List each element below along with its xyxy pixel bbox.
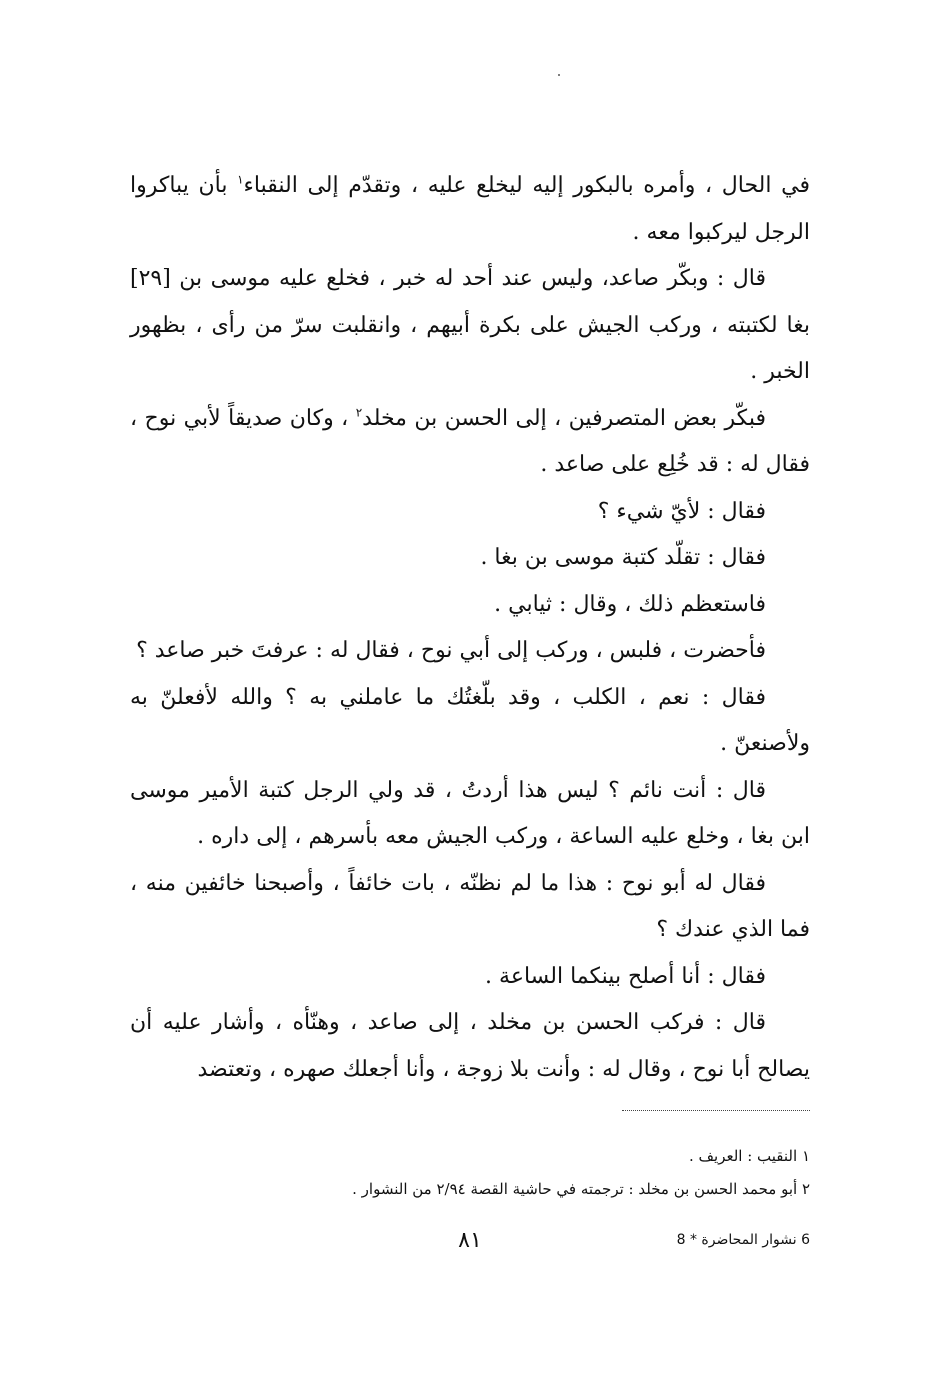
paragraph-2: قال : وبكّر صاعد، وليس عند أحد له خبر ، فخلع عليه موسى بن [٢٩] بغا لكتبته ، وركب الجيش على بكرة أبيهم ، وانقلبت سرّ من رأى ، بظهور الخبر .	[130, 266, 810, 384]
paragraph-7: فأحضرت ، فلبس ، وركب إلى أبي نوح ، فقال له : عرفتَ خبر صاعد ؟	[136, 638, 766, 663]
paragraph-text: في الحال ، وأمره بالبكور إليه ليخلع عليه ، وتقدّم إلى النقباء	[243, 173, 810, 198]
footnote-divider	[622, 1110, 810, 1111]
footnotes	[130, 1140, 810, 1206]
paragraph-1	[130, 163, 810, 256]
paragraph-9: قال : أنت نائم ؟ ليس هذا أردتُ ، قد ولي الرجل كتبة الأمير موسى ابن بغا ، وخلع عليه الساعة ، وركب الجيش معه بأسرهم ، إلى داره .	[130, 777, 810, 849]
footnote-ref-2: ٢	[355, 405, 363, 420]
paragraph-8: فقال : نعم ، الكلب ، وقد بلّغتُك ما عاملني به ؟ والله لأفعلنّ به ولأصنعنّ .	[130, 684, 810, 756]
paragraph-5: فقال : تقلّد كتبة موسى بن بغا .	[480, 545, 766, 570]
paragraph-6: فاستعظم ذلك ، وقال : ثيابي .	[494, 591, 766, 617]
page-number: ٨١	[458, 1228, 482, 1253]
main-text	[130, 163, 810, 1093]
paragraph-3	[130, 396, 810, 489]
print-speck	[558, 74, 560, 76]
paragraph-10: فقال له أبو نوح : هذا ما لم نظنّه ، بات خائفاً ، وأصبحنا خائفين منه ، فما الذي عندك ؟	[130, 870, 810, 942]
paragraph-11: فقال : أنا أصلح بينكما الساعة .	[485, 963, 766, 989]
footnote-ref-1: ١	[237, 172, 244, 187]
paragraph-text-cont: بأن يباكروا الرجل ليركبوا معه .	[130, 173, 810, 245]
paragraph-text-cont: ، وكان صديقاً لأبي نوح ، فقال له : قد خُلِع على صاعد .	[130, 405, 810, 477]
footnote-1: ١ النقيب : العريف .	[688, 1147, 810, 1165]
print-signature: 6 نشوار المحاضرة * 8	[676, 1232, 810, 1248]
paragraph-4: فقال : لأيّ شيء ؟	[597, 498, 766, 524]
paragraph-text: فبكّر بعض المتصرفين ، إلى الحسن بن مخلد	[362, 405, 766, 431]
paragraph-12: قال : فركب الحسن بن مخلد ، إلى صاعد ، وهنّأه ، وأشار عليه أن يصالح أبا نوح ، وقال له : وأنت بلا زوجة ، وأنا أجعلك صهره ، وتعتضد	[130, 1010, 810, 1082]
footnote-2: ٢ أبو محمد الحسن بن مخلد : ترجمته في حاشية القصة ٢/٩٤ من النشوار .	[352, 1180, 810, 1198]
